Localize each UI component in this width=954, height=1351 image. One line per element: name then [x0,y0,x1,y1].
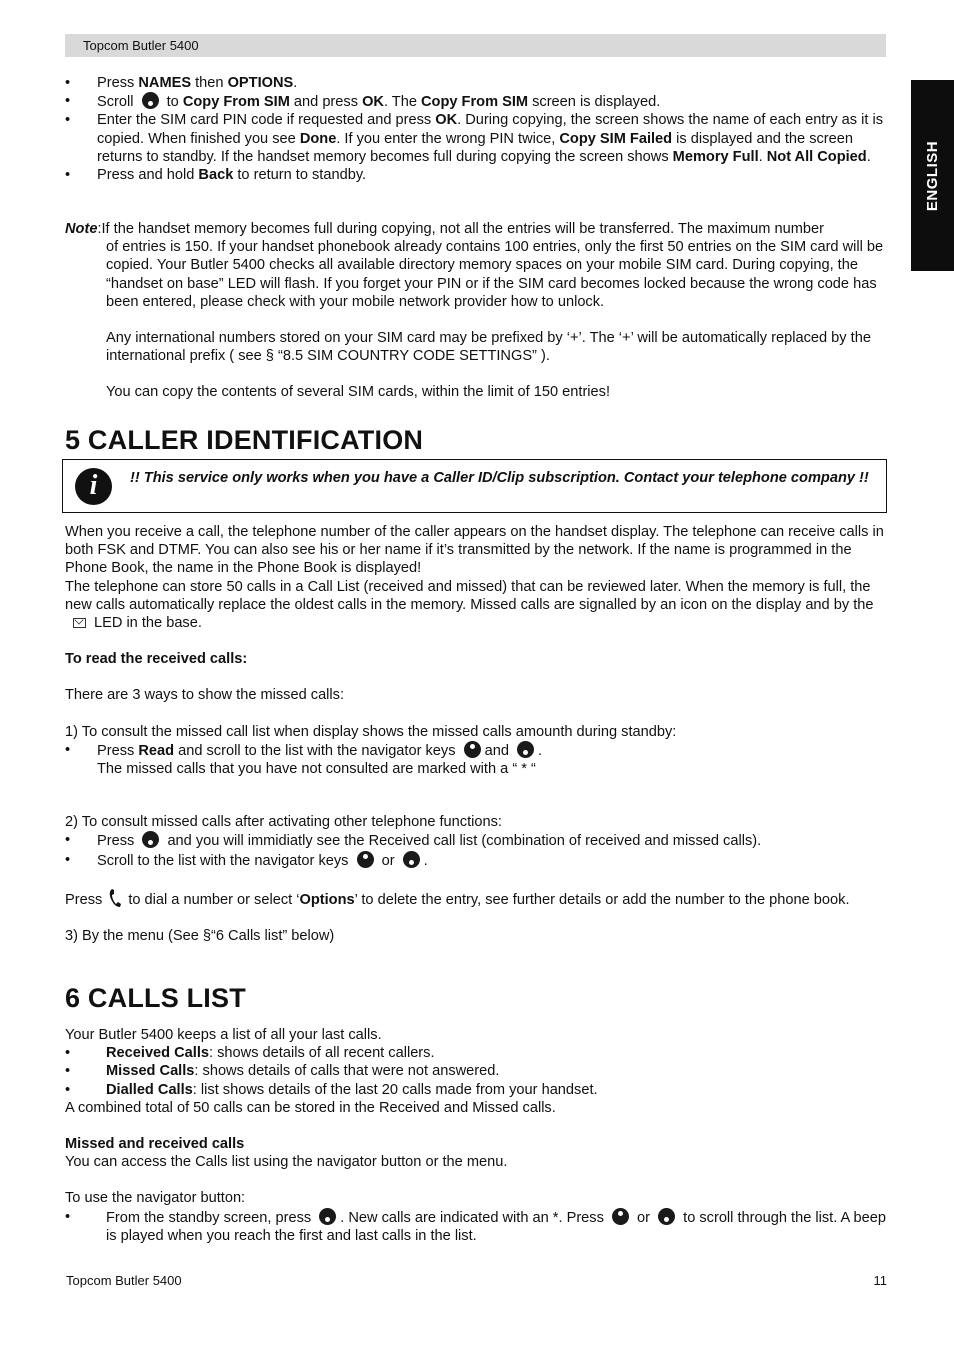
language-tab: ENGLISH [911,80,954,271]
nav-up-icon [357,851,374,868]
calls-list-body: Your Butler 5400 keeps a list of all your last calls. • Received Calls: shows details of all recent callers. • Missed Calls: shows details of calls that were not answered. • Dialled Calls: list shows details of the last 20 calls made from your handset. A combined total of 50 calls can be stored in the Received and Missed calls. Missed and received calls You can access the Calls list using the navigator button or the menu. To use the navigator button: • From the standby screen, press . New calls are indicated with an *. Press or to scroll through the list. A beep is played when you reach the first and last calls in the list. [65,1027,886,1244]
section-5-title: 5 CALLER IDENTIFICATION [65,425,424,455]
page-header [65,34,886,57]
nav-down-icon [517,741,534,758]
info-icon: i [75,468,112,505]
section-6-title: 6 CALLS LIST [65,983,246,1013]
list-item: • Press Read and scroll to the list with the navigator keys and . [65,741,543,759]
note-label: Note [65,221,98,237]
nav-up-icon [612,1208,629,1225]
nav-down-icon [319,1208,336,1225]
header-title: Topcom Butler 5400 [83,38,199,53]
copy-sim-steps [65,74,887,184]
subheading: Missed and received calls [65,1136,245,1153]
list-item: • Press NAMES then OPTIONS. [65,75,298,91]
nav-down-icon [658,1208,675,1225]
page-number: 11 [873,1273,887,1288]
nav-up-icon [464,741,481,758]
list-item: • Enter the SIM card PIN code if requested and press OK. During copying, the screen shows the name of each entry as it is copied. When finished you see Done. If you enter the wrong PIN twice, Copy SIM Failed is displayed and the screen returns to standby. If the handset memory becomes full during copying the screen shows Memory Full. Not All Copied. [65,112,884,165]
caller-id-body: When you receive a call, the telephone number of the caller appears on the handset display. The telephone can receive calls in both FSK and DTMF. You can also see his or her name if it’s transmitted by the network. If the name is programmed in the Phone Book, the name in the Phone Book is displayed! The telephone can store 50 calls in a Call List (received and missed) that can be reviewed later. When the memory is full, the new calls automatically replace the oldest calls in the memory. Missed calls are signalled by an icon on the display and by theLED in the base. To read the received calls: There are 3 ways to show the missed calls: 1) To consult the missed call list when display shows the missed calls amounth during standby: • Press Read and scroll to the list with the navigator keys and . The missed calls that you have not consulted are marked with a “ * “ 2) To consult missed calls after activating other telephone functions: • Press and you will immidiatly see the Received call list (combination of received and missed calls). • Scroll to the list with the navigator keys or . Press to dial a number or select ‘Options’ to delete the entry, see further details or add the number to the phone book. 3) By the menu (See §“6 Calls list” below) [65,523,887,945]
list-item: • Missed Calls: shows details of calls that were not answered. [65,1063,500,1080]
nav-down-icon [142,831,159,848]
note-block: Note:If the handset memory becomes full during copying, not all the entries will be transferred. The maximum number of entries is 150. If your handset phonebook already contains 100 entries, only the first 50 entries on the SIM card will be copied. Your Butler 5400 checks all available directory memory spaces on your mobile SIM card. During copying, the “handset on base” LED will flash. If you forget your PIN or if the SIM card becomes locked because the wrong code has been entered, please check with your mobile network provider how to unlock. Any international numbers stored on your SIM card may be prefixed by ‘+’. The ‘+’ will be automatically replaced by the international prefix ( see § “8.5 SIM COUNTRY CODE SETTINGS” ). You can copy the contents of several SIM cards, within the limit of 150 entries! [65,221,884,401]
footer-title: Topcom Butler 5400 [66,1273,182,1288]
nav-down-icon [142,92,159,109]
list-item: • Scroll to Copy From SIM and press OK. The Copy From SIM screen is displayed. [65,93,661,111]
envelope-icon [73,618,86,628]
list-item: • From the standby screen, press . New calls are indicated with an *. Press or to scroll through the list. A beep is played when you reach the first and last calls in the list. [65,1208,886,1244]
list-item: • Received Calls: shows details of all recent callers. [65,1045,435,1062]
info-box: i !! This service only works when you have a Caller ID/Clip subscription. Contact your telephone company !! [62,459,887,513]
list-item: • Dialled Calls: list shows details of the last 20 calls made from your handset. [65,1081,598,1098]
list-item: • Scroll to the list with the navigator keys or . [65,851,428,869]
list-item: • Press and you will immidiatly see the Received call list (combination of received and missed calls). [65,832,762,850]
nav-down-icon [403,851,420,868]
phone-handset-icon [108,888,122,908]
list-item: • Press and hold Back to return to standby. [65,167,367,184]
subheading: To read the received calls: [65,651,248,668]
